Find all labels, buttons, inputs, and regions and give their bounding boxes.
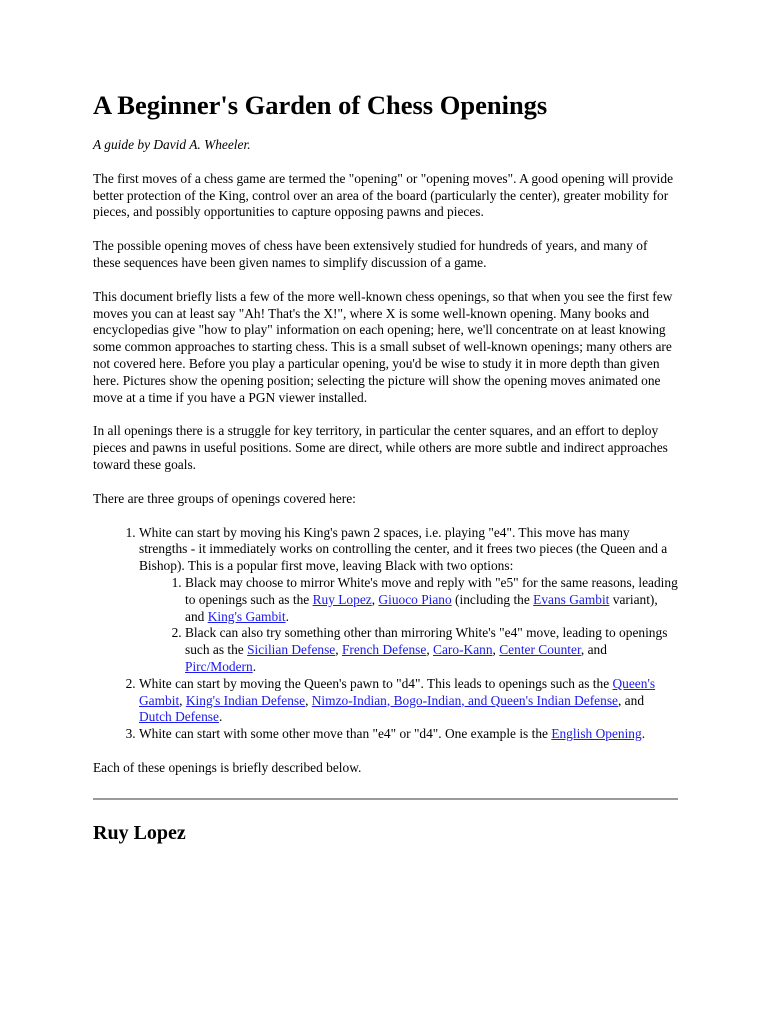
link-pirc-modern[interactable]: Pirc/Modern	[185, 658, 253, 674]
link-giuoco-piano[interactable]: Giuoco Piano	[378, 591, 452, 607]
text-span: .	[252, 658, 257, 674]
section-heading-ruy-lopez: Ruy Lopez	[93, 821, 186, 844]
link-evans-gambit[interactable]: Evans Gambit	[533, 591, 610, 607]
link-center-counter[interactable]: Center Counter	[499, 642, 581, 658]
text-span: White can start by moving the Queen's pawn to "d4". This leads to openings such as the	[139, 675, 613, 691]
text-span: , and	[617, 692, 645, 708]
intro-paragraph-2: The possible opening moves of chess have been extensively studied for hundreds of years, and many of these sequences have been given names to simplify discussion of a game.	[93, 238, 648, 270]
text-span: .	[285, 608, 289, 624]
link-kings-indian-defense[interactable]: King's Indian Defense	[185, 692, 306, 708]
link-queens-gambit[interactable]: Queen's Gambit	[139, 675, 656, 708]
list-item-e4-text: White can start by moving his King's pawn 2 spaces, i.e. playing "e4". This move has many strengths - it immediately works on controlling the center, and it frees two pieces (the Queen and a Bishop). This is a popular first move, leaving Black with two options:	[139, 524, 668, 574]
text-span: ,	[335, 642, 342, 658]
intro-paragraph-4: In all openings there is a struggle for key territory, in particular the center squares, and an effort to deploy pieces and pawns in useful positions. Some are direct, while others are more subtle and indirect approaches toward these goals.	[93, 423, 668, 472]
link-dutch-defense[interactable]: Dutch Defense	[139, 709, 219, 725]
text-span: .	[641, 726, 646, 742]
link-english-opening[interactable]: English Opening	[551, 726, 642, 742]
e4-sub-list	[139, 575, 678, 676]
text-span: Black can also try something other than mirroring White's "e4" move, leading to openings such as the	[185, 625, 668, 658]
intro-paragraph-3: This document briefly lists a few of the more well-known chess openings, so that when you see the first few moves you can at least say "Ah! That's the X!", where X is some well-known opening. Many books and encyclopedias give "how to play" information on each opening; here, we'll concentrate on at least knowing some common approaches to starting chess. This is a small subset of well-known openings; many others are not covered here. Before you play a particular opening, you'd be wise to study it in more depth than given here. Pictures show the opening position; selecting the picture will show the opening moves animated one move at a time if you have a PGN viewer installed.	[93, 288, 673, 405]
section-divider	[93, 798, 678, 800]
text-span: ,	[426, 642, 434, 658]
opening-groups-list	[93, 525, 678, 743]
text-span: Black may choose to mirror White's move and reply with "e5" for the same reasons, leading to openings such as the	[185, 574, 678, 607]
text-span: variant), and	[185, 591, 658, 624]
text-span: ,	[371, 591, 379, 607]
list-item-d4	[139, 676, 678, 726]
list-item-other-first-move	[139, 726, 678, 743]
link-kings-gambit[interactable]: King's Gambit	[207, 608, 286, 624]
closing-paragraph: Each of these openings is briefly described below.	[93, 759, 362, 775]
link-ruy-lopez[interactable]: Ruy Lopez	[312, 591, 372, 607]
text-span: ,	[179, 692, 186, 708]
list-item-e5-reply	[185, 575, 678, 625]
intro-paragraph-1: The first moves of a chess game are termed the "opening" or "opening moves". A good opening will provide better protection of the King, control over an area of the board (particularly the center), greater mobility for pieces, and possibly opportunities to capture opposing pawns and pieces.	[93, 170, 674, 220]
text-span: , and	[580, 642, 607, 658]
text-span: ,	[492, 642, 500, 658]
link-sicilian-defense[interactable]: Sicilian Defense	[247, 642, 336, 658]
groups-intro-paragraph: There are three groups of openings covered here:	[93, 490, 356, 506]
link-nimzo-bogo-queens-indian[interactable]: Nimzo-Indian, Bogo-Indian, and Queen's Indian Defense	[311, 692, 618, 708]
link-caro-kann[interactable]: Caro-Kann	[433, 642, 493, 658]
byline: A guide by David A. Wheeler.	[93, 137, 251, 152]
list-item-other-reply	[185, 625, 678, 675]
list-item-e4	[139, 525, 678, 676]
text-span: ,	[305, 692, 312, 708]
text-span: (including the	[451, 591, 534, 607]
text-span: .	[218, 709, 223, 725]
link-french-defense[interactable]: French Defense	[341, 642, 427, 658]
text-span: White can start with some other move than "e4" or "d4". One example is the	[139, 726, 552, 742]
page-title: A Beginner's Garden of Chess Openings	[93, 90, 548, 120]
